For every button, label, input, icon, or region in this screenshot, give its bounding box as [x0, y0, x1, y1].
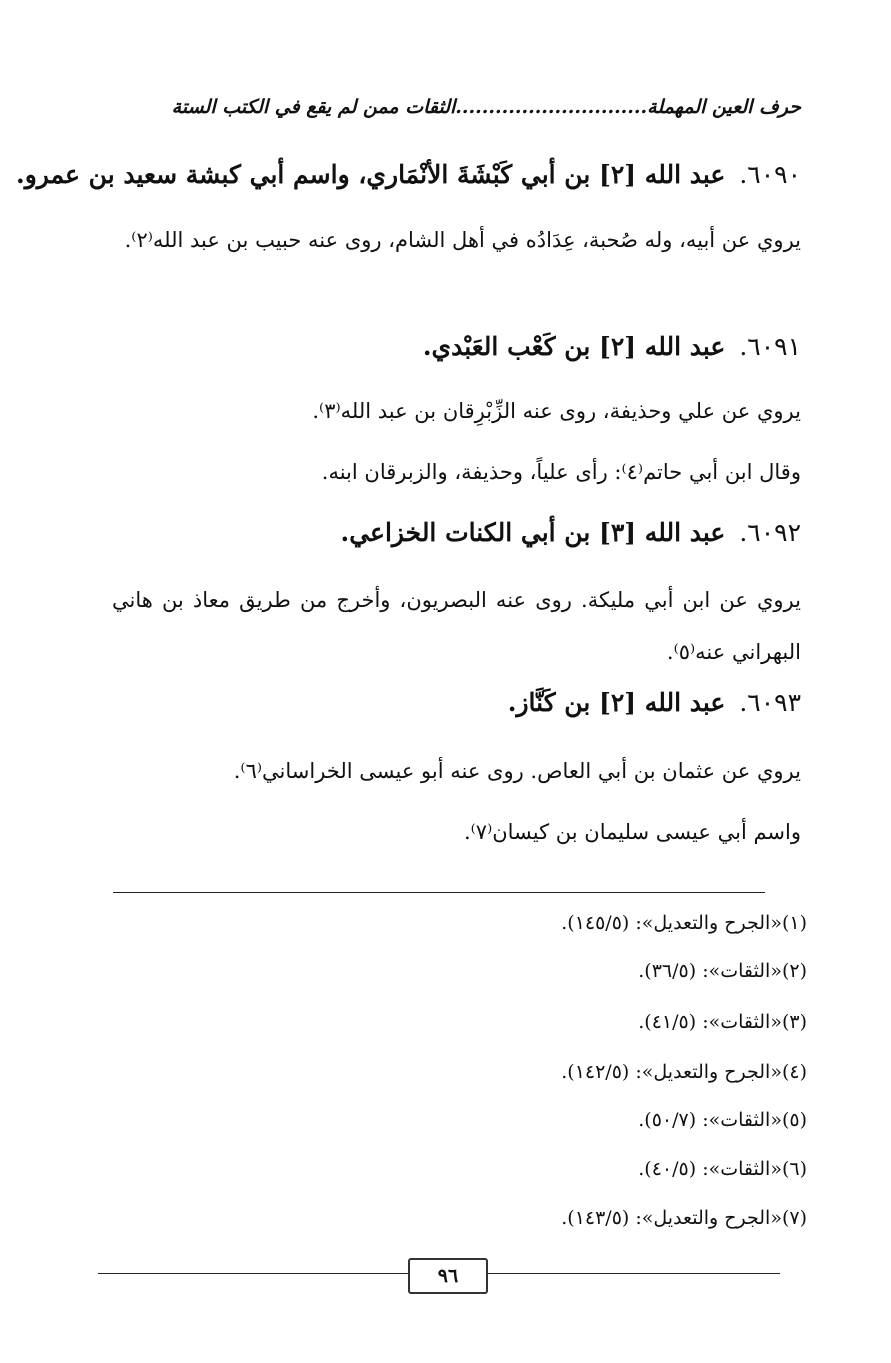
entry-text-6090: يروي عن أبيه، وله صُحبة، عِدَادُه في أهل الشام، روى عنه حبيب بن عبد الله⁽٢⁾.	[124, 228, 801, 252]
page-number: ٩٦	[408, 1258, 488, 1294]
footer-rule-right	[484, 1273, 780, 1274]
footnote-divider	[113, 892, 765, 893]
entry-text-6093-a: يروي عن عثمان بن أبي العاص. روى عنه أبو عيسى الخراساني⁽٦⁾.	[233, 759, 801, 783]
entry-title-6093	[508, 688, 801, 717]
footnote-1: (١)«الجرح والتعديل»: (١٤٥/٥).	[561, 912, 807, 934]
entry-text-6092: يروي عن ابن أبي مليكة. روى عنه البصريون، وأخرج من طريق معاذ بن هاني البهراني عنه⁽٥⁾.	[112, 588, 801, 664]
footnote-6: (٦)«الثقات»: (٤٠/٥).	[638, 1158, 807, 1180]
entry-heading: عبد الله [٢] بن أبي كَبْشَةَ الأنْمَاري، واسم أبي كبشة سعيد بن عمرو.	[16, 160, 726, 189]
entry-number: ٦٠٩٢.	[739, 518, 801, 547]
entry-heading: عبد الله [٢] بن كَنَّاز.	[507, 688, 726, 717]
footnote-4: (٤)«الجرح والتعديل»: (١٤٢/٥).	[561, 1061, 807, 1083]
footnote-3: (٣)«الثقات»: (٤١/٥).	[638, 1011, 807, 1033]
entry-title-6090	[16, 160, 801, 189]
entry-text-6093-b: واسم أبي عيسى سليمان بن كيسان⁽٧⁾.	[463, 820, 801, 844]
entry-heading: عبد الله [٢] بن كَعْب العَبْدي.	[422, 332, 726, 361]
entry-text-6091-b: وقال ابن أبي حاتم⁽٤⁾: رأى علياً، وحذيفة، والزبرقان ابنه.	[321, 460, 801, 484]
entry-number: ٦٠٩١.	[739, 332, 801, 361]
entry-text-6091-a: يروي عن علي وحذيفة، روى عنه الزِّبْرِقان بن عبد الله⁽٣⁾.	[312, 399, 801, 423]
entry-number: ٦٠٩٣.	[739, 688, 801, 717]
footnote-7: (٧)«الجرح والتعديل»: (١٤٣/٥).	[561, 1207, 807, 1229]
entry-number: ٦٠٩٠.	[739, 160, 801, 189]
running-head: حرف العين المهملة.............................الثقات ممن لم يقع في الكتب الستة	[171, 96, 801, 118]
entry-title-6091	[423, 332, 801, 361]
entry-title-6092	[340, 518, 801, 547]
footnote-5: (٥)«الثقات»: (٥٠/٧).	[638, 1109, 807, 1131]
entry-heading: عبد الله [٣] بن أبي الكنات الخزاعي.	[340, 518, 726, 547]
footnote-2: (٢)«الثقات»: (٣٦/٥).	[638, 960, 807, 982]
footer-rule-left	[98, 1273, 408, 1274]
